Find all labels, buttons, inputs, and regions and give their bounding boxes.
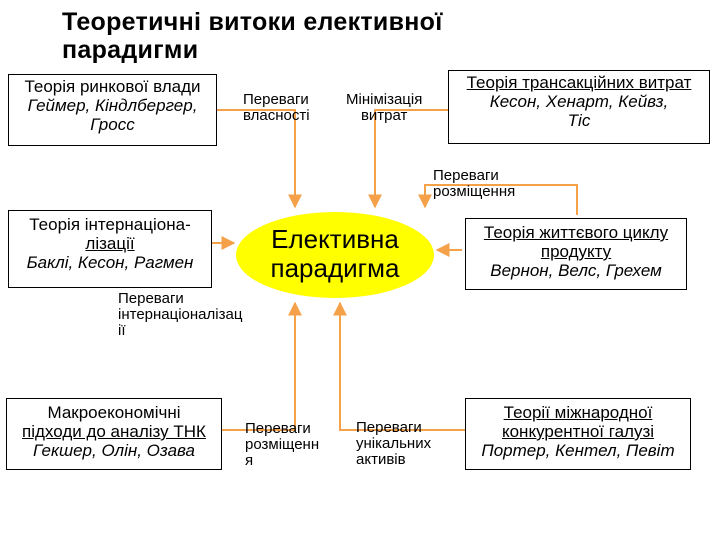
box-market-power-authors-1: Геймер, Кіндлбергер, bbox=[27, 96, 198, 115]
box-competitiveness-name-1: Теорії міжнародної bbox=[503, 403, 653, 422]
box-internalization-name-1: Теорія інтернаціона- bbox=[29, 215, 191, 234]
box-transaction-cost-theory bbox=[448, 70, 710, 144]
label-unique-assets-advantages: Переваги унікальних активів bbox=[356, 419, 432, 468]
box-market-power-authors-2: Гросс bbox=[90, 115, 135, 134]
label-ownership-advantages: Переваги власності bbox=[243, 91, 310, 124]
box-market-power-theory bbox=[8, 74, 217, 146]
arrow-competitiveness bbox=[340, 303, 465, 430]
box-life-cycle-authors: Вернон, Велс, Грехем bbox=[490, 261, 662, 280]
box-transaction-authors-2: Тіс bbox=[567, 111, 591, 130]
title-line-1: Теоретичні витоки елективної bbox=[62, 8, 443, 36]
title-line-2: парадигми bbox=[62, 36, 199, 64]
box-market-power-name: Теорія ринкової влади bbox=[24, 77, 201, 96]
box-macro-authors: Гекшер, Олін, Озава bbox=[33, 441, 195, 460]
center-line-2: парадигма bbox=[270, 253, 400, 283]
box-competitiveness-name-2: конкурентної галузі bbox=[501, 422, 655, 441]
box-transaction-authors-1: Кесон, Хенарт, Кейвз, bbox=[489, 92, 669, 111]
eclectic-paradigm-ellipse bbox=[236, 212, 434, 298]
box-internalization-name-2: лізації bbox=[85, 234, 135, 253]
center-line-1: Елективна bbox=[271, 224, 399, 254]
box-product-life-cycle-theory bbox=[465, 218, 687, 290]
box-life-cycle-name-1: Теорія життєвого циклу bbox=[483, 223, 669, 242]
arrow-market-power bbox=[217, 110, 295, 207]
box-macro-name-1: Макроекономічні bbox=[47, 403, 181, 422]
box-international-competitiveness bbox=[465, 398, 691, 470]
box-macro-name-2: підходи до аналізу ТНК bbox=[22, 422, 206, 441]
box-internalization-theory bbox=[8, 210, 212, 288]
box-macroeconomic-approaches bbox=[6, 398, 222, 470]
label-location-advantages-top: Переваги розміщення bbox=[433, 167, 516, 200]
box-transaction-name: Теорія трансакційних витрат bbox=[466, 73, 692, 92]
label-internalization-advantages: Переваги інтернаціоналізац ії bbox=[118, 290, 243, 339]
box-competitiveness-authors: Портер, Кентел, Певіт bbox=[481, 441, 675, 460]
label-cost-minimization: Мінімізація витрат bbox=[346, 91, 423, 124]
label-location-advantages-bottom: Переваги розміщенн я bbox=[245, 420, 320, 469]
box-life-cycle-name-2: продукту bbox=[540, 242, 612, 261]
box-internalization-authors: Баклі, Кесон, Рагмен bbox=[26, 253, 194, 272]
